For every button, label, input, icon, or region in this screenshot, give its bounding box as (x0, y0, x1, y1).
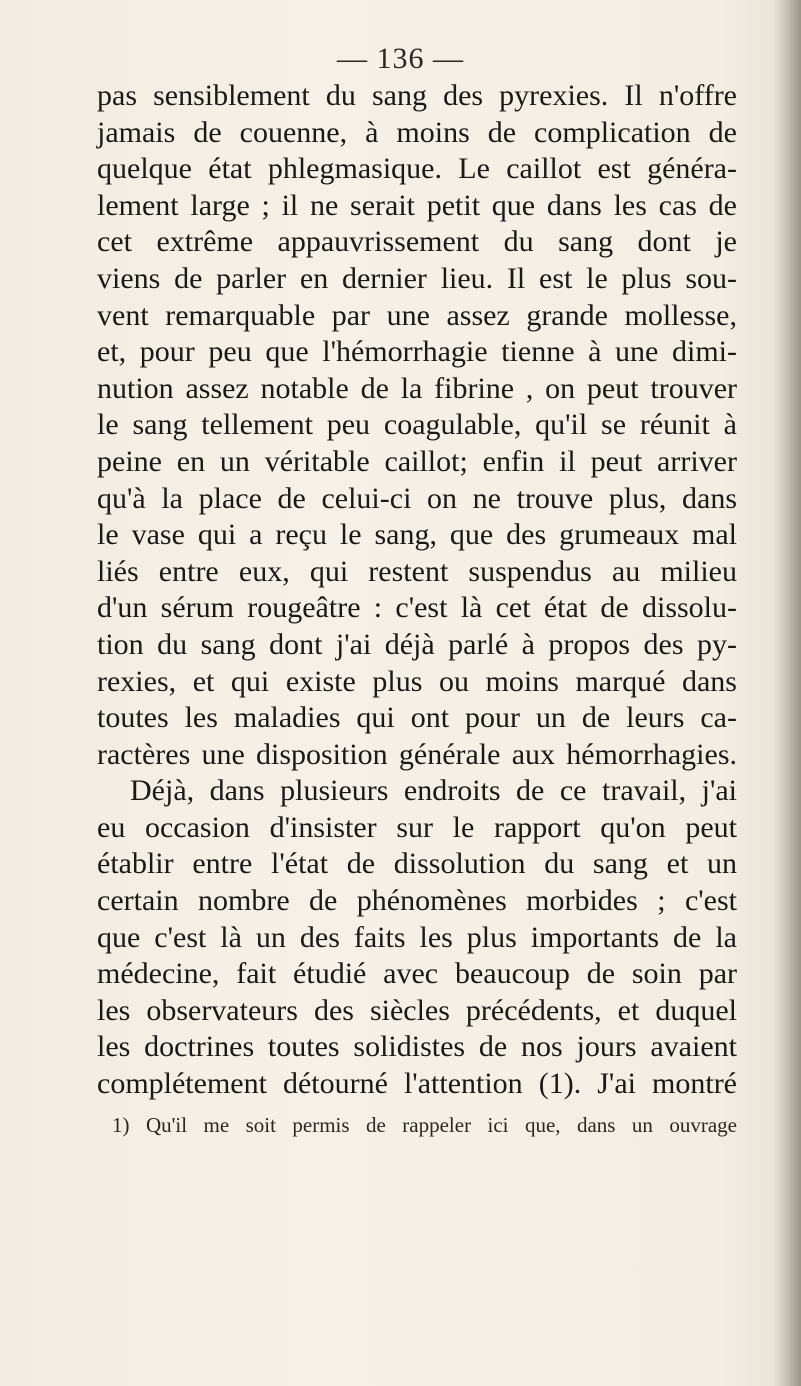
text-line: le vase qui a reçu le sang, que des grumeaux mal (97, 518, 737, 552)
text-line: les observateurs des siècles précédents, et duquel (97, 993, 737, 1027)
text-line: nution assez notable de la fibrine , on peut trouver (97, 371, 737, 405)
text-line: vent remarquable par une assez grande mollesse, (97, 298, 737, 332)
text-line: peine en un véritable caillot; enfin il peut arriver (97, 444, 737, 478)
text-line: que c'est là un des faits les plus importants de la (97, 920, 737, 954)
page-number-header: — 136 — (337, 42, 464, 75)
text-line: qu'à la place de celui-ci on ne trouve plus, dans (97, 481, 737, 515)
text-line: ractères une disposition générale aux hémorrhagies. (97, 737, 737, 771)
text-line: les doctrines toutes solidistes de nos jours avaient (97, 1030, 737, 1064)
text-line: rexies, et qui existe plus ou moins marqué dans (97, 664, 737, 698)
body-text (97, 78, 737, 1103)
text-line: le sang tellement peu coagulable, qu'il se réunit à (97, 408, 737, 442)
text-line: complétement détourné l'attention (1). J'ai montré (97, 1067, 737, 1101)
page-edge-shadow (773, 0, 801, 1386)
text-line: eu occasion d'insister sur le rapport qu'on peut (97, 810, 737, 844)
text-line: quelque état phlegmasique. Le caillot est généra- (97, 152, 737, 186)
footnote: 1) Qu'il me soit permis de rappeler ici que, dans un ouvrage (112, 1113, 737, 1137)
text-line: cet extrême appauvrissement du sang dont je (97, 225, 737, 259)
text-line: lement large ; il ne serait petit que dans les cas de (97, 188, 737, 222)
text-line-paragraph-start: Déjà, dans plusieurs endroits de ce travail, j'ai (130, 774, 737, 808)
text-line: toutes les maladies qui ont pour un de leurs ca- (97, 701, 737, 735)
text-line: d'un sérum rougeâtre : c'est là cet état de dissolu- (97, 591, 737, 625)
text-line: médecine, fait étudié avec beaucoup de soin par (97, 957, 737, 991)
text-line: certain nombre de phénomènes morbides ; c'est (97, 884, 737, 918)
text-line: établir entre l'état de dissolution du sang et un (97, 847, 737, 881)
text-line: et, pour peu que l'hémorrhagie tienne à une dimi- (97, 335, 737, 369)
text-line: jamais de couenne, à moins de complication de (97, 115, 737, 149)
text-line: viens de parler en dernier lieu. Il est le plus sou- (97, 261, 737, 295)
text-line: tion du sang dont j'ai déjà parlé à propos des py- (97, 627, 737, 661)
text-line: liés entre eux, qui restent suspendus au milieu (97, 554, 737, 588)
text-line: pas sensiblement du sang des pyrexies. Il n'offre (97, 79, 737, 112)
